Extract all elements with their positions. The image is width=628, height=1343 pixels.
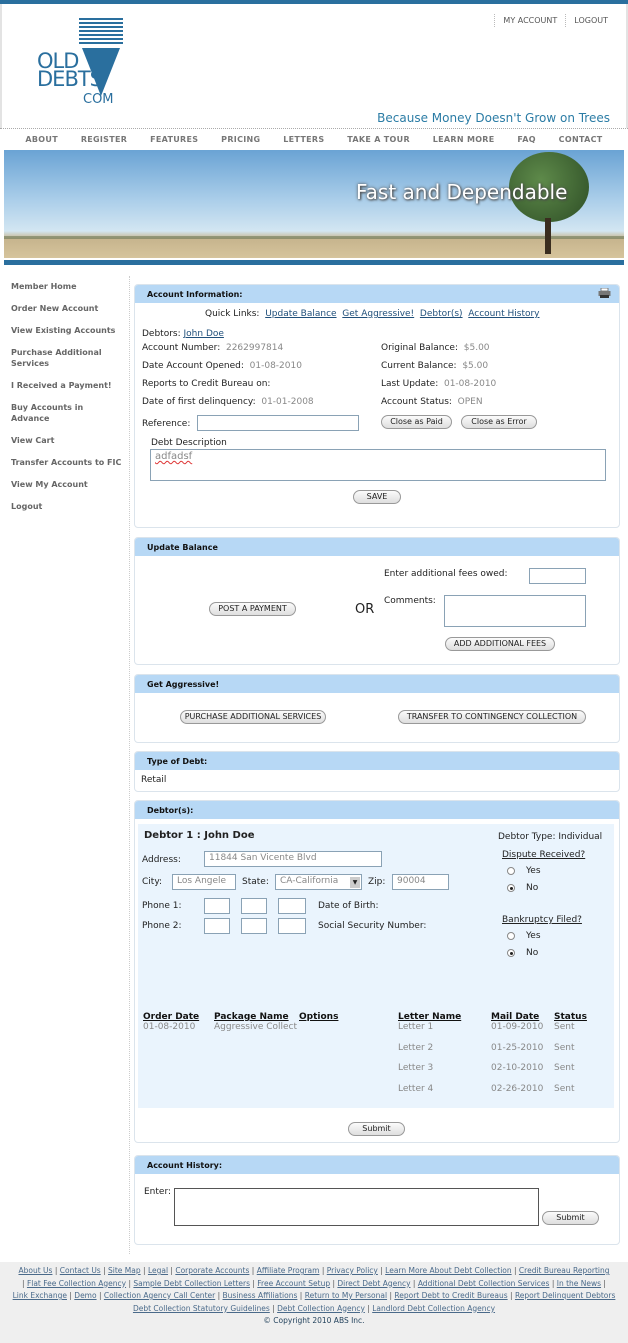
post-a-payment-button[interactable]: POST A PAYMENT <box>209 602 296 616</box>
bankruptcy-yes-radio[interactable] <box>507 932 515 940</box>
account-history-submit-button[interactable]: Submit <box>542 1211 599 1225</box>
phone2-area-input[interactable] <box>204 918 230 934</box>
footer-link[interactable]: Link Exchange <box>12 1291 67 1300</box>
date-opened: 01-08-2010 <box>249 361 302 371</box>
sidebar-item-view-existing-accounts[interactable]: View Existing Accounts <box>11 326 116 335</box>
nav-about[interactable]: ABOUT <box>25 135 58 144</box>
footer-link[interactable]: Business Affiliations <box>222 1291 298 1300</box>
sidebar-item-view-my-account[interactable]: View My Account <box>11 480 88 489</box>
col-order-date: Order Date <box>143 1012 200 1022</box>
save-button[interactable]: SAVE <box>353 490 401 504</box>
debt-description-textarea[interactable]: adfadsf <box>150 449 606 481</box>
sidebar-item-order-new-account[interactable]: Order New Account <box>11 304 99 313</box>
account-information-panel: Account Information: Quick Links: Update Balance Get Aggressive! Debtor(s) Account History Debtors: John Doe Account Number: 2262997814 Date Account Opened: 01-08-2010 Reports to Credit Bureau on: Date of first delinquency: 01-01-2008 Original Balance: $5.00 Current Balance: $5.00 Last Update: 01-08-2010 Account Status: OPEN Reference: Close as Paid Close as Error Debt Description adfadsf SAVE <box>134 284 620 528</box>
panel-header: Update Balance <box>135 538 619 556</box>
col-options: Options <box>299 1012 339 1022</box>
account-number: 2262997814 <box>225 343 284 353</box>
close-as-error-button[interactable]: Close as Error <box>461 415 537 429</box>
type-of-debt-panel <box>134 751 620 792</box>
site-header <box>0 4 628 128</box>
first-delinquency: 01-01-2008 <box>261 397 314 407</box>
letter-date: 02-26-2010 <box>491 1084 544 1094</box>
phone1-area-input[interactable] <box>204 898 230 914</box>
city-input[interactable]: Los Angele <box>172 874 236 890</box>
sidebar-item-member-home[interactable]: Member Home <box>11 282 77 291</box>
site-footer: About Us | Contact Us | Site Map | Legal | Corporate Accounts | Affiliate Program | Privacy Policy | Learn More About Debt Collection | Credit Bureau Reporting | Flat Fee Collection Agency | Sample Debt Collection Letters | Free Account Setup | Direct Debt Agency | Additional Debt Collection Services | In the News | Link Exchange | Demo | Collection Agency Call Center | Business Affiliations | Return to My Personal | Report Debt to Credit Bureaus | Report Delinquent Debtors Debt Collection Statutory Guidelines | Debt Collection Agency | Landlord Debt Collection Agency © Copyright 2010 ABS Inc. <box>0 1262 628 1343</box>
get-aggressive-panel <box>134 674 620 743</box>
bankruptcy-filed-label: Bankruptcy Filed? <box>502 915 582 925</box>
member-sidebar <box>0 276 128 518</box>
zip-input[interactable]: 90004 <box>392 874 449 890</box>
letter-status: Sent <box>554 1022 575 1032</box>
site-logo[interactable] <box>32 18 132 108</box>
nav-contact[interactable]: CONTACT <box>558 135 603 144</box>
footer-link[interactable]: Return to My Personal <box>304 1291 388 1300</box>
quick-link-update-balance[interactable]: Update Balance <box>265 309 337 319</box>
letter-name: Letter 2 <box>398 1043 434 1053</box>
add-additional-fees-button[interactable]: ADD ADDITIONAL FEES <box>445 637 555 651</box>
footer-link[interactable]: Additional Debt Collection Services <box>417 1278 550 1288</box>
quick-link-account-history[interactable]: Account History <box>468 309 540 319</box>
original-balance: $5.00 <box>463 343 490 353</box>
current-balance: $5.00 <box>462 361 489 371</box>
footer-link[interactable]: Learn More About Debt Collection <box>385 1266 512 1275</box>
footer-link[interactable]: Landlord Debt Collection Agency <box>372 1303 496 1313</box>
letter-name: Letter 4 <box>398 1084 434 1094</box>
footer-link[interactable]: Sample Debt Collection Letters <box>133 1278 250 1288</box>
panel-header: Type of Debt: <box>135 752 619 770</box>
debtor-heading: Debtor 1 : John Doe <box>144 830 255 841</box>
footer-link[interactable]: In the News <box>556 1278 602 1288</box>
footer-link[interactable]: Corporate Accounts <box>175 1266 250 1275</box>
logo-com: COM <box>83 92 114 107</box>
panel-header: Account History: <box>135 1156 619 1174</box>
footer-link[interactable]: Site Map <box>108 1266 141 1275</box>
letter-date: 01-25-2010 <box>491 1043 544 1053</box>
address-input[interactable]: 11844 San Vicente Blvd <box>204 851 382 867</box>
phone1-prefix-input[interactable] <box>241 898 267 914</box>
panel-header: Account Information: <box>135 285 619 303</box>
footer-link[interactable]: Privacy Policy <box>326 1266 378 1275</box>
logo-text: OLD DEBTS <box>37 49 103 91</box>
sidebar-item-transfer-accounts[interactable]: Transfer Accounts to FIC <box>11 458 122 467</box>
letter-name: Letter 1 <box>398 1022 434 1032</box>
letter-date: 02-10-2010 <box>491 1063 544 1073</box>
account-status: OPEN <box>457 397 483 407</box>
dispute-yes-radio[interactable] <box>507 867 515 875</box>
comments-textarea[interactable] <box>444 595 586 627</box>
col-package-name: Package Name <box>214 1012 289 1022</box>
banner-horizon <box>4 236 624 239</box>
quick-link-get-aggressive[interactable]: Get Aggressive! <box>342 309 415 319</box>
state-select[interactable]: CA-California ▼ <box>275 874 362 890</box>
sidebar-item-buy-accounts-in-advance[interactable]: Buy Accounts in Advance <box>11 403 84 423</box>
footer-link[interactable]: Report Delinquent Debtors <box>514 1291 616 1300</box>
sidebar-item-logout[interactable]: Logout <box>11 502 43 511</box>
debtors-panel <box>134 800 620 1143</box>
footer-link[interactable]: Contact Us <box>59 1266 101 1275</box>
panel-header: Debtor(s): <box>135 801 619 819</box>
sidebar-item-purchase-additional-services[interactable]: Purchase Additional Services <box>11 348 102 368</box>
footer-link[interactable]: Legal <box>147 1266 169 1275</box>
footer-link[interactable]: Affiliate Program <box>256 1266 320 1275</box>
bankruptcy-no-radio[interactable] <box>507 949 515 957</box>
logout-link[interactable]: LOGOUT <box>565 14 616 27</box>
letter-name: Letter 3 <box>398 1063 434 1073</box>
letter-date: 01-09-2010 <box>491 1022 544 1032</box>
account-links <box>494 14 616 27</box>
panel-header: Get Aggressive! <box>135 675 619 693</box>
letter-status: Sent <box>554 1043 575 1053</box>
col-mail-date: Mail Date <box>491 1012 540 1022</box>
my-account-link[interactable]: MY ACCOUNT <box>494 14 565 27</box>
sidebar-item-received-payment[interactable]: I Received a Payment! <box>11 381 112 390</box>
footer-link[interactable]: Free Account Setup <box>257 1278 331 1288</box>
sidebar-divider <box>129 276 130 1254</box>
nav-letters[interactable]: LETTERS <box>283 135 325 144</box>
debtor-link[interactable]: John Doe <box>183 329 224 339</box>
footer-link[interactable]: Credit Bureau Reporting <box>518 1266 610 1275</box>
close-as-paid-button[interactable]: Close as Paid <box>381 415 452 429</box>
letter-status: Sent <box>554 1084 575 1094</box>
purchase-additional-services-button[interactable]: PURCHASE ADDITIONAL SERVICES <box>180 710 326 724</box>
footer-link[interactable]: Flat Fee Collection Agency <box>26 1278 127 1288</box>
debtor-type: Debtor Type: Individual <box>498 832 603 842</box>
banner-underline <box>4 260 624 265</box>
footer-link[interactable]: Debt Collection Agency <box>277 1303 365 1313</box>
account-history-textarea[interactable] <box>174 1188 539 1226</box>
nav-learn-more[interactable]: LEARN MORE <box>432 135 495 144</box>
update-balance-panel: Update Balance POST A PAYMENT OR Enter additional fees owed: Comments: ADD ADDITIONAL FEES <box>134 537 620 665</box>
footer-link[interactable]: Direct Debt Agency <box>337 1278 411 1288</box>
tree-trunk <box>545 218 551 254</box>
phone2-prefix-input[interactable] <box>241 918 267 934</box>
transfer-to-contingency-button[interactable]: TRANSFER TO CONTINGENCY COLLECTION <box>398 710 586 724</box>
footer-link[interactable]: Collection Agency Call Center <box>103 1291 216 1300</box>
dispute-no-radio[interactable] <box>507 884 515 892</box>
main-nav <box>0 128 628 150</box>
reference-input[interactable] <box>197 415 359 431</box>
footer-link[interactable]: Debt Collection Statutory Guidelines <box>132 1303 270 1313</box>
tagline: Because Money Doesn't Grow on Trees <box>377 111 610 125</box>
copyright: © Copyright 2010 ABS Inc. <box>263 1316 365 1325</box>
col-letter-name: Letter Name <box>398 1012 462 1022</box>
chevron-down-icon: ▼ <box>350 877 360 888</box>
footer-link[interactable]: Report Debt to Credit Bureaus <box>394 1291 508 1300</box>
or-label: OR <box>355 602 375 617</box>
debtor-card: Debtor 1 : John Doe Debtor Type: Individual Address: 11844 San Vicente Blvd City: Los Angele State: CA-California ▼ Zip: 90004 Phone 1: Date of Birth: Phone 2: Social Security Number: Dispute Received? Yes No Bankruptcy Filed? Yes No Order Date Package Name Options 01-08-2010 Aggressive Collect Letter Name Mail Date Status Letter 1 01-09-2010 Sent Letter 2 01-25-2010 Sent Letter 3 02-10-2010 Sent Letter 4 02-26-2010 Sent <box>138 824 614 1108</box>
col-status: Status <box>554 1012 587 1022</box>
print-icon[interactable] <box>598 288 611 299</box>
quick-link-debtors[interactable]: Debtor(s) <box>419 309 463 319</box>
dispute-received-label: Dispute Received? <box>502 850 586 860</box>
footer-link[interactable]: About Us <box>18 1266 53 1275</box>
nav-pricing[interactable]: PRICING <box>221 135 261 144</box>
additional-fees-input[interactable] <box>529 568 586 584</box>
nav-take-a-tour[interactable]: TAKE A TOUR <box>347 135 410 144</box>
nav-register[interactable]: REGISTER <box>80 135 128 144</box>
nav-faq[interactable]: FAQ <box>517 135 536 144</box>
last-update: 01-08-2010 <box>443 379 497 389</box>
phone2-line-input[interactable] <box>278 918 306 934</box>
order-date: 01-08-2010 <box>143 1022 196 1032</box>
debtor-submit-button[interactable]: Submit <box>348 1122 405 1136</box>
debt-type-value: Retail <box>141 775 167 785</box>
hero-banner <box>4 150 624 258</box>
order-package: Aggressive Collect <box>214 1022 298 1032</box>
letter-status: Sent <box>554 1063 575 1073</box>
sidebar-item-view-cart[interactable]: View Cart <box>11 436 55 445</box>
nav-features[interactable]: FEATURES <box>150 135 199 144</box>
footer-link[interactable]: Demo <box>74 1291 97 1300</box>
phone1-line-input[interactable] <box>278 898 306 914</box>
banner-slogan: Fast and Dependable <box>356 180 568 204</box>
account-history-panel: Account History: Enter: Submit <box>134 1155 620 1245</box>
